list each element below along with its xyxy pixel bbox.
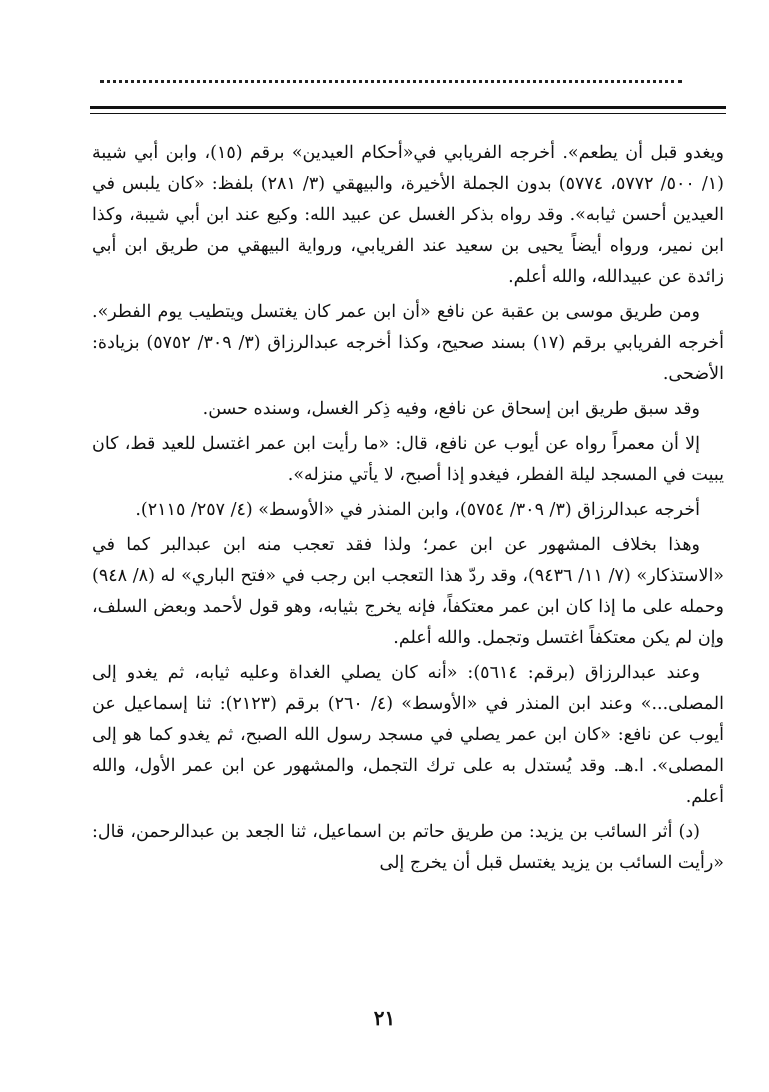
paragraph: (د) أثر السائب بن يزيد: من طريق حاتم بن اسماعيل، ثنا الجعد بن عبدالرحمن، قال: «رأيت السائب بن يزيد يغتسل قبل أن يخرج إلى [92, 822, 724, 873]
header-rule-thick [90, 106, 726, 109]
page-number: ٢١ [373, 1006, 396, 1030]
paragraph: ومن طريق موسى بن عقبة عن نافع «أن ابن عمر كان يغتسل ويتطيب يوم الفطر». أخرجه الفريابي برقم (١٧) بسند صحيح، وكذا أخرجه عبدالرزاق (٣/ ٣٠٩/ ٥٧٥٢) بزيادة: الأضحى. [92, 302, 724, 384]
paragraph: إلا أن معمراً رواه عن أيوب عن نافع، قال: «ما رأيت ابن عمر اغتسل للعيد قط، كان يبيت في المسجد ليلة الفطر، فيغدو إذا أصبح، لا يأتي منزله». [92, 434, 724, 485]
paragraph: وعند عبدالرزاق (برقم: ٥٦١٤): «أنه كان يصلي الغداة وعليه ثيابه، ثم يغدو إلى المصلى...» وعند ابن المنذر في «الأوسط» (٤/ ٢٦٠) برقم (٢١٢٣): ثنا إسماعيل عن أيوب عن نافع: «كان ابن عمر يصلي في مسجد رسول الله الصبح، ثم يغدو كما هو إلى المصلى». ا.هـ. وقد يُستدل به على ترك التجمل، والمشهور عن ابن عمر الأول، والله أعلم. [92, 663, 725, 807]
paragraph: وهذا بخلاف المشهور عن ابن عمر؛ ولذا فقد تعجب منه ابن عبدالبر كما في «الاستذكار» (٧/ ١١/ ٩٤٣٦)، وقد ردّ هذا التعجب ابن رجب في «فتح الباري» له (٨/ ٩٤٨) وحمله على ما إذا كان ابن عمر معتكفاً، فإنه يخرج بثيابه، وهو قول لأحمد وبعض السلف، وإن لم يكن معتكفاً اغتسل وتجمل. والله أعلم. [92, 535, 725, 648]
footnote-text [92, 138, 724, 879]
header-rule-thin [90, 113, 726, 114]
paragraph: ويغدو قبل أن يطعم». أخرجه الفريابي في«أحكام العيدين» برقم (١٥)، وابن أبي شيبة (١/ ٥٠٠/ ٥٧٧٢، ٥٧٧٤) بدون الجملة الأخيرة، والبيهقي (٣/ ٢٨١) بلفظ: «كان يلبس في العيدين أحسن ثيابه». وقد رواه بذكر الغسل عن عبيد الله: وكيع عند ابن أبي شيبة، وكذا ابن نمير، ورواه أيضاً يحيى بن سعيد عند الفريابي، ورواية البيهقي من طريق ابن أبي زائدة عن عبيدالله، والله أعلم. [92, 143, 724, 287]
paragraph: وقد سبق طريق ابن إسحاق عن نافع، وفيه ذِكر الغسل، وسنده حسن. [202, 399, 700, 419]
paragraph: أخرجه عبدالرزاق (٣/ ٣٠٩/ ٥٧٥٤)، وابن المنذر في «الأوسط» (٤/ ٢٥٧/ ٢١١٥). [135, 500, 700, 520]
header-dotted-line [100, 80, 682, 93]
